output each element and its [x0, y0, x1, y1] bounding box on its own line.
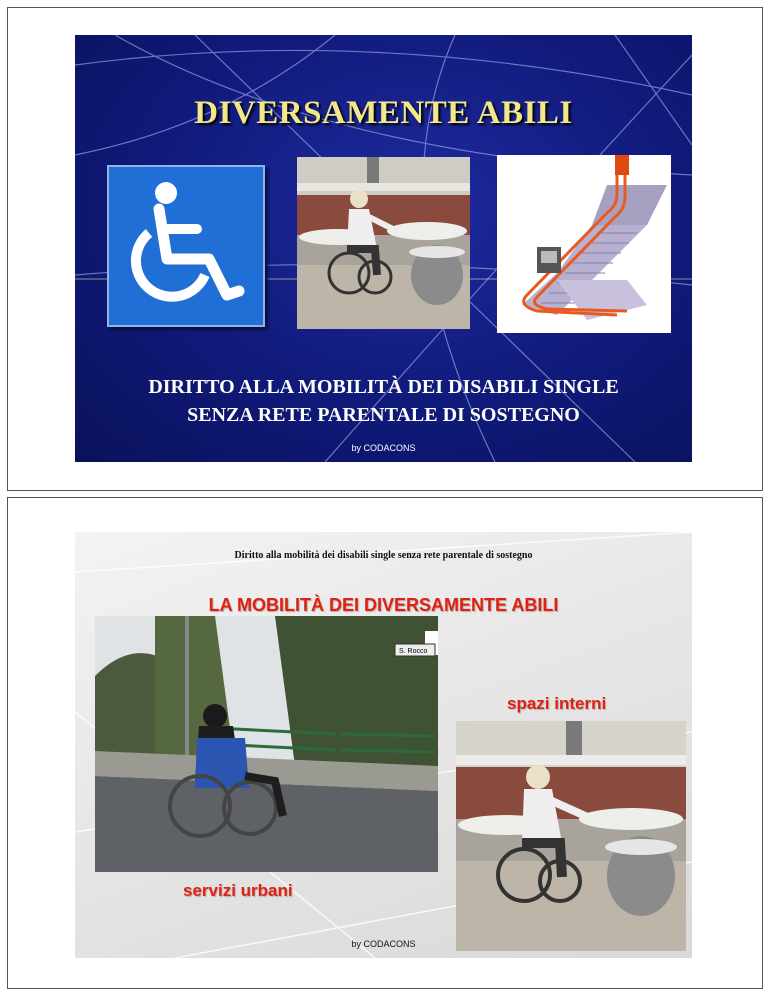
subtitle-line-1: DIRITTO ALLA MOBILITÀ DEI DISABILI SINGLE	[148, 376, 619, 398]
wheelchair-symbol-icon	[107, 165, 265, 327]
label-internal-spaces: spazi interni	[507, 694, 607, 713]
subtitle-line-2: SENZA RETE PARENTALE DI SOSTEGNO	[187, 404, 580, 426]
kitchen-wheelchair-photo-2	[456, 721, 686, 951]
slide-2-header: Diritto alla mobilità dei disabili single senza rete parentale di sostegno	[234, 550, 533, 561]
slide-1-byline: by CODACONS	[351, 443, 416, 453]
street-sign-text: S. Rocco	[399, 648, 428, 655]
kitchen-wheelchair-photo	[297, 157, 470, 329]
street-wheelchair-photo	[95, 616, 438, 872]
slide-2-title: LA MOBILITÀ DEI DIVERSAMENTE ABILI	[208, 595, 559, 615]
label-urban-services: servizi urbani	[183, 881, 293, 900]
slide-1-subtitle	[75, 373, 692, 429]
slide-1-title: DIVERSAMENTE ABILI	[194, 95, 573, 131]
slide-2	[75, 532, 692, 958]
slide-1	[75, 35, 692, 462]
slide-2-byline: by CODACONS	[351, 939, 416, 949]
stairlift-illustration	[497, 155, 671, 333]
